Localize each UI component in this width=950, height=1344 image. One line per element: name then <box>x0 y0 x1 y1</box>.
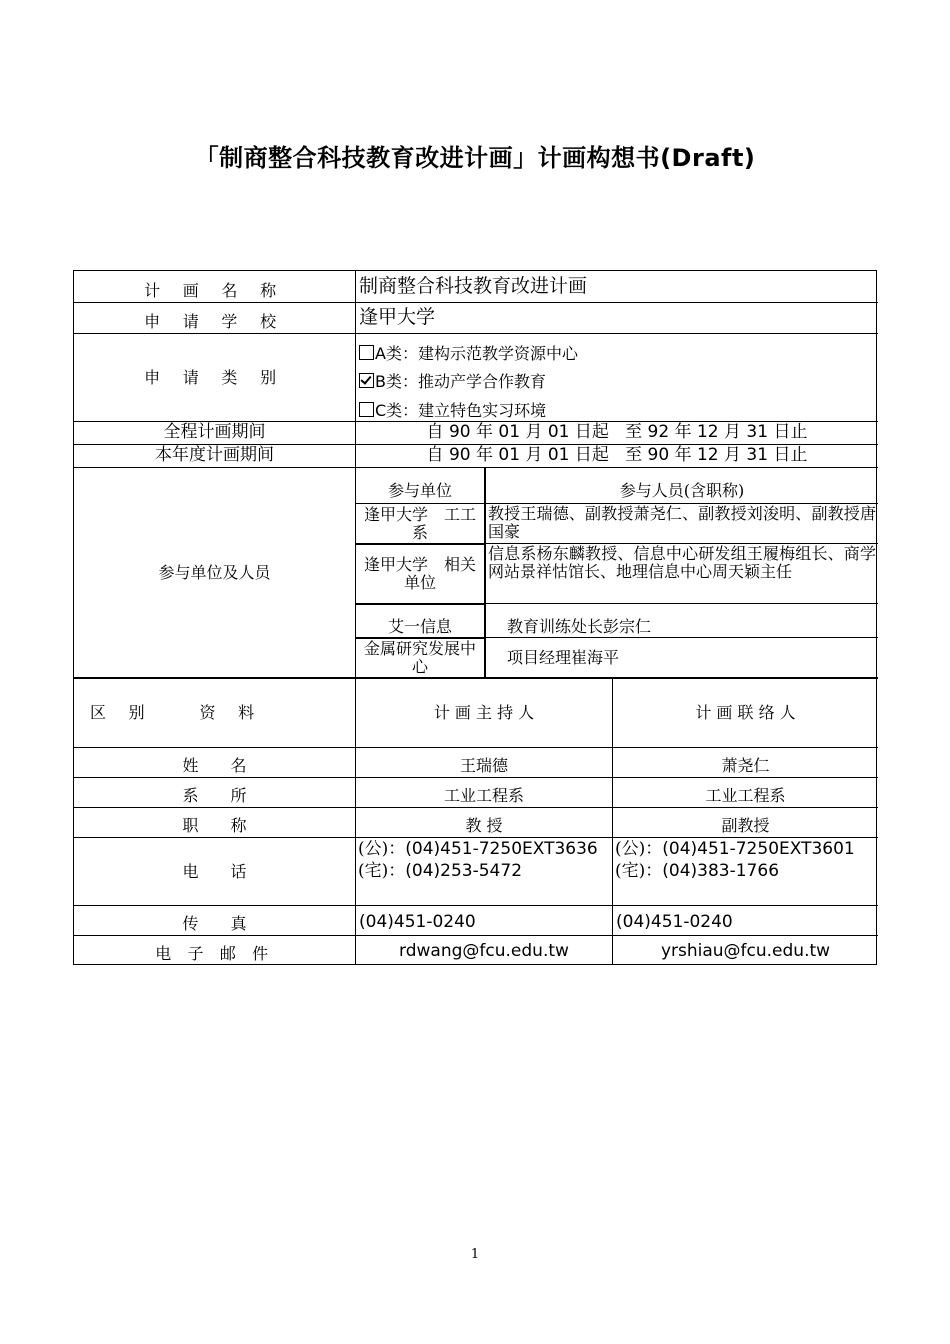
category-option-b[interactable]: B类：推动产学合作教育 <box>359 372 546 391</box>
contact-email[interactable]: yrshiau@fcu.edu.tw <box>660 940 831 961</box>
host-fax: (04)451-0240 <box>359 912 476 932</box>
contacts-header-host: 计 画 主 持 人 <box>433 703 535 722</box>
plan-name-value: 制商整合科技教育改进计画 <box>359 275 588 297</box>
host-department: 工业工程系 <box>443 786 524 805</box>
category-label: 申 请 类 别 <box>144 367 285 387</box>
contact-phone: (公)：(04)451-7250EXT3601 (宅)：(04)383-1766 <box>615 839 855 881</box>
checkbox-a[interactable] <box>359 345 374 360</box>
participants-label: 参与单位及人员 <box>158 562 271 582</box>
participant-unit-1: 逢甲大学 工工系 <box>363 504 476 542</box>
job-title-label: 职 称 <box>182 816 247 835</box>
page-title: 「制商整合科技教育改进计画」计画构想书(Draft) <box>194 144 756 172</box>
participant-people-2: 信息系杨东麟教授、信息中心研发组王履梅组长、商学网站景祥怙馆长、地理信息中心周天颖主任 <box>488 544 876 581</box>
contact-job-title: 副教授 <box>721 816 770 835</box>
department-label: 系 所 <box>182 786 247 805</box>
fax-label: 传 真 <box>182 914 247 933</box>
full-period-value: 自 90 年 01 月 01 日起 至 92 年 12 月 31 日止 <box>426 422 808 442</box>
participant-people-header: 参与人员(含职称) <box>619 480 745 500</box>
participant-people-4: 项目经理崔海平 <box>507 648 620 667</box>
participant-people-1: 教授王瑞德、副教授萧尧仁、副教授刘浚明、副教授唐国豪 <box>488 504 876 541</box>
host-job-title: 教 授 <box>465 816 503 835</box>
email-label: 电 子 邮 件 <box>155 943 274 963</box>
host-phone: (公)：(04)451-7250EXT3636 (宅)：(04)253-5472 <box>358 839 598 881</box>
full-period-label: 全程计画期间 <box>163 422 266 442</box>
plan-name-label: 计 画 名 称 <box>144 281 285 300</box>
phone-label: 电 话 <box>182 862 247 881</box>
year-period-value: 自 90 年 01 月 01 日起 至 90 年 12 月 31 日止 <box>426 445 808 465</box>
category-option-c[interactable]: C类：建立特色实习环境 <box>359 401 546 420</box>
category-option-a[interactable]: A类：建构示范教学资源中心 <box>359 344 578 363</box>
proposal-form-table <box>73 270 877 965</box>
participant-people-3: 教育训练处长彭宗仁 <box>507 616 652 636</box>
host-email[interactable]: rdwang@fcu.edu.tw <box>399 940 569 961</box>
checkbox-c[interactable] <box>359 402 374 417</box>
participant-unit-header: 参与单位 <box>387 480 452 500</box>
contacts-header-category: 区 别 资 料 <box>90 703 263 722</box>
participant-unit-2: 逢甲大学 相关单位 <box>363 554 476 592</box>
school-label: 申 请 学 校 <box>144 312 285 331</box>
contact-name: 萧尧仁 <box>721 756 770 775</box>
page-number: 1 <box>470 1247 480 1262</box>
participant-unit-3: 艾一信息 <box>387 616 452 636</box>
checkbox-b-checked[interactable] <box>359 373 374 388</box>
year-period-label: 本年度计画期间 <box>155 445 274 465</box>
contact-department: 工业工程系 <box>705 786 786 805</box>
name-label: 姓 名 <box>182 756 247 775</box>
host-name: 王瑞德 <box>459 756 508 775</box>
contact-fax: (04)451-0240 <box>616 912 733 932</box>
contacts-header-contact: 计 画 联 络 人 <box>695 703 796 722</box>
school-value: 逢甲大学 <box>359 306 436 328</box>
participant-unit-4: 金属研究发展中心 <box>363 638 476 676</box>
